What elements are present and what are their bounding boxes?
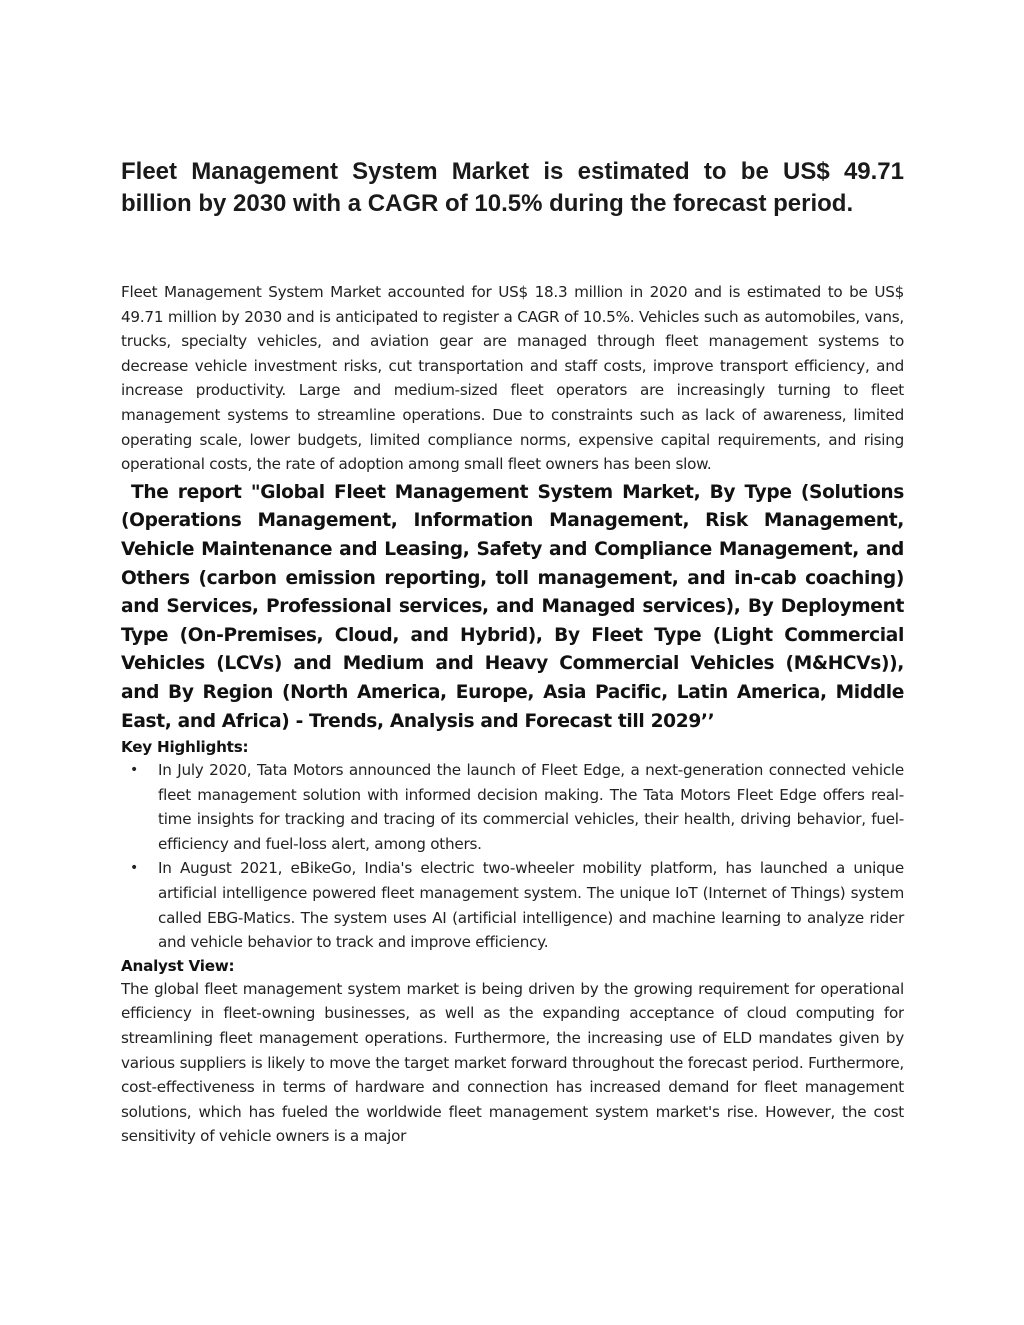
list-item [121,856,904,954]
analyst-view-paragraph: The global fleet management system market is being driven by the growing requirement for operational efficiency in fleet-owning businesses, as well as the expanding acceptance of cloud computing for streamlining fleet management operations. Furthermore, the increasing use of ELD mandates given by various suppliers is likely to move the target market forward throughout the forecast period. Furthermore, cost-effectiveness in terms of hardware and connection has increased demand for fleet management solutions, which has fueled the worldwide fleet management system market's rise. However, the cost sensitivity of vehicle owners is a major [121,979,904,1146]
key-highlights-heading: Key Highlights: [121,738,249,757]
report-title-paragraph: The report "Global Fleet Management System Market, By Type (Solutions (Operations Management, Information Management, Risk Management, Vehicle Maintenance and Leasing, Safety and Compliance Management, and Others (carbon emission reporting, toll management, and in-cab coaching) and Services, Professional services, and Managed services), By Deployment Type (On-Premises, Cloud, and Hybrid), By Fleet Type (Light Commercial Vehicles (LCVs) and Medium and Heavy Commercial Vehicles (M&HCVs)), and By Region (North America, Europe, Asia Pacific, Latin America, Middle East, and Africa) - Trends, Analysis and Forecast till 2029’’ [121,481,904,732]
highlight-text: In August 2021, eBikeGo, India's electric two-wheeler mobility platform, has launched a unique artificial intelligence powered fleet management system. The unique IoT (Internet of Things) system called EBG-Matics. The system uses AI (artificial intelligence) and machine learning to analyze rider and vehicle behavior to track and improve efficiency. [158,859,904,952]
highlight-text: In July 2020, Tata Motors announced the launch of Fleet Edge, a next-generation connected vehicle fleet management solution with informed decision making. The Tata Motors Fleet Edge offers real-time insights for tracking and tracing of its commercial vehicles, their health, driving behavior, fuel-efficiency and fuel-loss alert, among others. [158,761,904,853]
analyst-view-heading: Analyst View: [121,956,235,975]
bullet-icon: • [130,762,139,779]
key-highlights-list [121,758,904,955]
document-page [121,156,904,1149]
intro-paragraph: Fleet Management System Market accounted for US$ 18.3 million in 2020 and is estimated to be US$ 49.71 million by 2030 and is anticipated to register a CAGR of 10.5%. Vehicles such as automobiles, vans, trucks, specialty vehicles, and aviation gear are managed through fleet management systems to decrease vehicle investment risks, cut transportation and staff costs, improve transport efficiency, and increase productivity. Large and medium-sized fleet operators are increasingly turning to fleet management systems to streamline operations. Due to constraints such as lack of awareness, limited operating scale, lower budgets, limited compliance norms, expensive capital requirements, and rising operational costs, the rate of adoption among small fleet owners has been slow. [121,283,904,474]
list-item [121,758,904,856]
document-title: Fleet Management System Market is estimated to be US$ 49.71 billion by 2030 with a CAGR of 10.5% during the forecast period. [121,158,904,217]
bullet-icon: • [130,860,139,877]
